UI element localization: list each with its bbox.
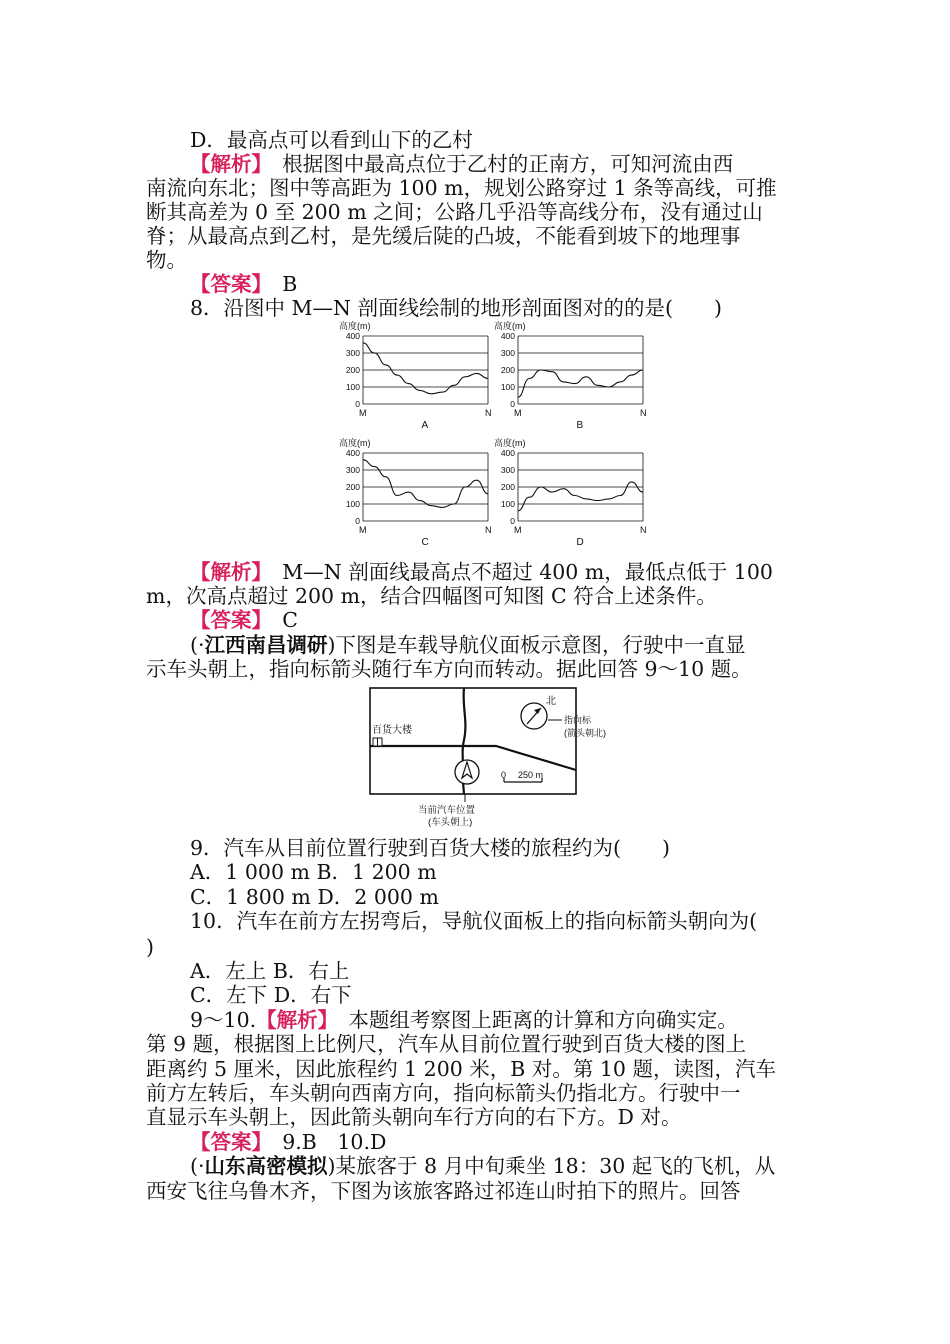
profile-ytick: 200: [500, 365, 515, 375]
profile-ytick: 200: [345, 365, 360, 375]
source-prefix: (·: [190, 1154, 205, 1178]
intro-text: )某旅客于 8 月中旬乘坐 18：30 起飞的飞机，从: [327, 1154, 776, 1178]
q10-options-ab: A．左上 B．右上: [190, 959, 350, 983]
analysis-tag: 【解析】: [256, 1008, 328, 1032]
analysis-text: M—N 剖面线最高点不超过 400 m，最低点低于 100: [261, 560, 773, 584]
option-d-q7: D．最高点可以看到山下的乙村: [190, 128, 473, 152]
profile-ytick: 100: [500, 382, 515, 392]
analysis-text: 根据图中最高点位于乙村的正南方，可知河流由西: [261, 152, 734, 176]
profile-n-label: N: [640, 408, 647, 418]
profile-ytick: 100: [345, 382, 360, 392]
analysis-text: 本题组考察图上距离的计算和方向确实定。: [327, 1008, 738, 1032]
profile-line: [363, 343, 488, 394]
pointer-note: (箭头朝北): [564, 728, 606, 738]
source-intro: [190, 633, 811, 657]
answer-tag: 【答案】: [190, 1130, 262, 1154]
profile-ytick: 200: [345, 482, 360, 492]
answer-text: C: [261, 608, 298, 632]
profile-line: [518, 370, 643, 397]
profile-m-label: M: [359, 408, 367, 418]
analysis-line: 脊；从最高点到乙村，是先缓后陡的凸坡，不能看到坡下的地理事: [146, 224, 741, 248]
analysis-line: 断其高差为 0 至 200 m 之间；公路几乎沿等高线分布，没有通过山: [146, 200, 763, 224]
source-name: 山东高密模拟: [204, 1154, 328, 1178]
analysis-range: 9～10.: [190, 1008, 257, 1032]
analysis-line: [190, 1008, 811, 1032]
profile-ytick: 0: [510, 516, 515, 526]
q9-options-ab: A．1 000 m B．1 200 m: [190, 860, 437, 884]
analysis-tag: 【解析】: [190, 152, 262, 176]
intro-line: 西安飞往乌鲁木齐，下图为该旅客路过祁连山时拍下的照片。回答: [146, 1179, 741, 1203]
profile-ytick: 300: [345, 348, 360, 358]
profile-m-label: M: [514, 408, 522, 418]
source-intro: [190, 1154, 811, 1178]
answer-text: 9.B 10.D: [261, 1130, 387, 1154]
north-label: 北: [546, 696, 556, 707]
profile-ytick: 100: [345, 499, 360, 509]
analysis-line: 直显示车头朝上，因此箭头朝向车行方向的右下方。D 对。: [146, 1105, 682, 1129]
profile-m-label: M: [514, 525, 522, 535]
question-8: 8．沿图中 M—N 剖面线绘制的地形剖面图对的的是( ): [190, 296, 722, 320]
profile-ylabel: 高度(m): [339, 438, 371, 448]
profile-n-label: N: [485, 525, 492, 535]
analysis-line: 南流向东北；图中等高距为 100 m，规划公路穿过 1 条等高线，可推: [146, 176, 777, 200]
intro-text: )下图是车载导航仪面板示意图，行驶中一直显: [327, 633, 746, 657]
profile-line: [363, 460, 488, 508]
source-name: 江西南昌调研: [204, 633, 328, 657]
question-10-cont: ): [146, 935, 154, 959]
question-10: 10．汽车在前方左拐弯后，导航仪面板上的指向标箭头朝向为(: [190, 909, 758, 933]
analysis-line: 距离约 5 厘米，因此旅程约 1 200 米，B 对。第 10 题，读图，汽车: [146, 1057, 776, 1081]
profile-ytick: 300: [345, 465, 360, 475]
q9-options-cd: C．1 800 m D．2 000 m: [190, 885, 439, 909]
profile-ytick: 0: [355, 399, 360, 409]
store-label: 百货大楼: [372, 725, 412, 736]
question-9: 9．汽车从目前位置行驶到百货大楼的旅程约为( ): [190, 836, 671, 860]
answer-line: [190, 272, 811, 296]
profile-ylabel: 高度(m): [494, 321, 526, 331]
answer-tag: 【答案】: [190, 608, 262, 632]
analysis-line: 前方左转后，车头朝向西南方向，指向标箭头仍指北方。行驶中一: [146, 1081, 741, 1105]
scale-label: 250 m: [518, 770, 544, 780]
analysis-line: 物。: [146, 248, 187, 272]
profile-line: [518, 482, 643, 511]
profile-n-label: N: [640, 525, 647, 535]
answer-line: [190, 1130, 811, 1154]
answer-tag: 【答案】: [190, 272, 262, 296]
answer-line: [190, 608, 811, 632]
profile-ylabel: 高度(m): [339, 321, 371, 331]
profile-ylabel: 高度(m): [494, 438, 526, 448]
profile-m-label: M: [359, 525, 367, 535]
analysis-line: m，次高点超过 200 m，结合四幅图可知图 C 符合上述条件。: [146, 584, 717, 608]
navigation-panel-figure: [368, 686, 606, 828]
profile-ytick: 200: [500, 482, 515, 492]
analysis-line: 第 9 题，根据图上比例尺，汽车从目前位置行驶到百货大楼的图上: [146, 1032, 747, 1056]
profile-panel-letter: C: [421, 537, 429, 548]
analysis-tag: 【解析】: [190, 560, 262, 584]
scale-zero: 0: [501, 770, 507, 780]
profile-ytick: 0: [355, 516, 360, 526]
profile-n-label: N: [485, 408, 492, 418]
profile-ytick: 0: [510, 399, 515, 409]
profile-ytick: 400: [345, 331, 360, 341]
intro-line: 示车头朝上，指向标箭头随行车方向而转动。据此回答 9～10 题。: [146, 657, 752, 681]
analysis-line: [190, 152, 811, 176]
answer-text: B: [261, 272, 298, 296]
car-label: 当前汽车位置: [418, 805, 476, 816]
profile-ytick: 400: [345, 448, 360, 458]
source-prefix: (·: [190, 633, 205, 657]
car-note: (车头朝上): [428, 817, 473, 828]
profile-ytick: 300: [500, 348, 515, 358]
analysis-line: [190, 560, 811, 584]
profile-ytick: 100: [500, 499, 515, 509]
profile-panel-letter: B: [576, 420, 584, 431]
pointer-label: 指向标: [564, 715, 592, 725]
profile-panel-letter: D: [576, 537, 584, 548]
profile-panel-letter: A: [421, 420, 429, 431]
q10-options-cd: C．左下 D．右下: [190, 983, 352, 1007]
profile-ytick: 300: [500, 465, 515, 475]
profile-ytick: 400: [500, 448, 515, 458]
profile-figure: [333, 318, 663, 554]
profile-ytick: 400: [500, 331, 515, 341]
